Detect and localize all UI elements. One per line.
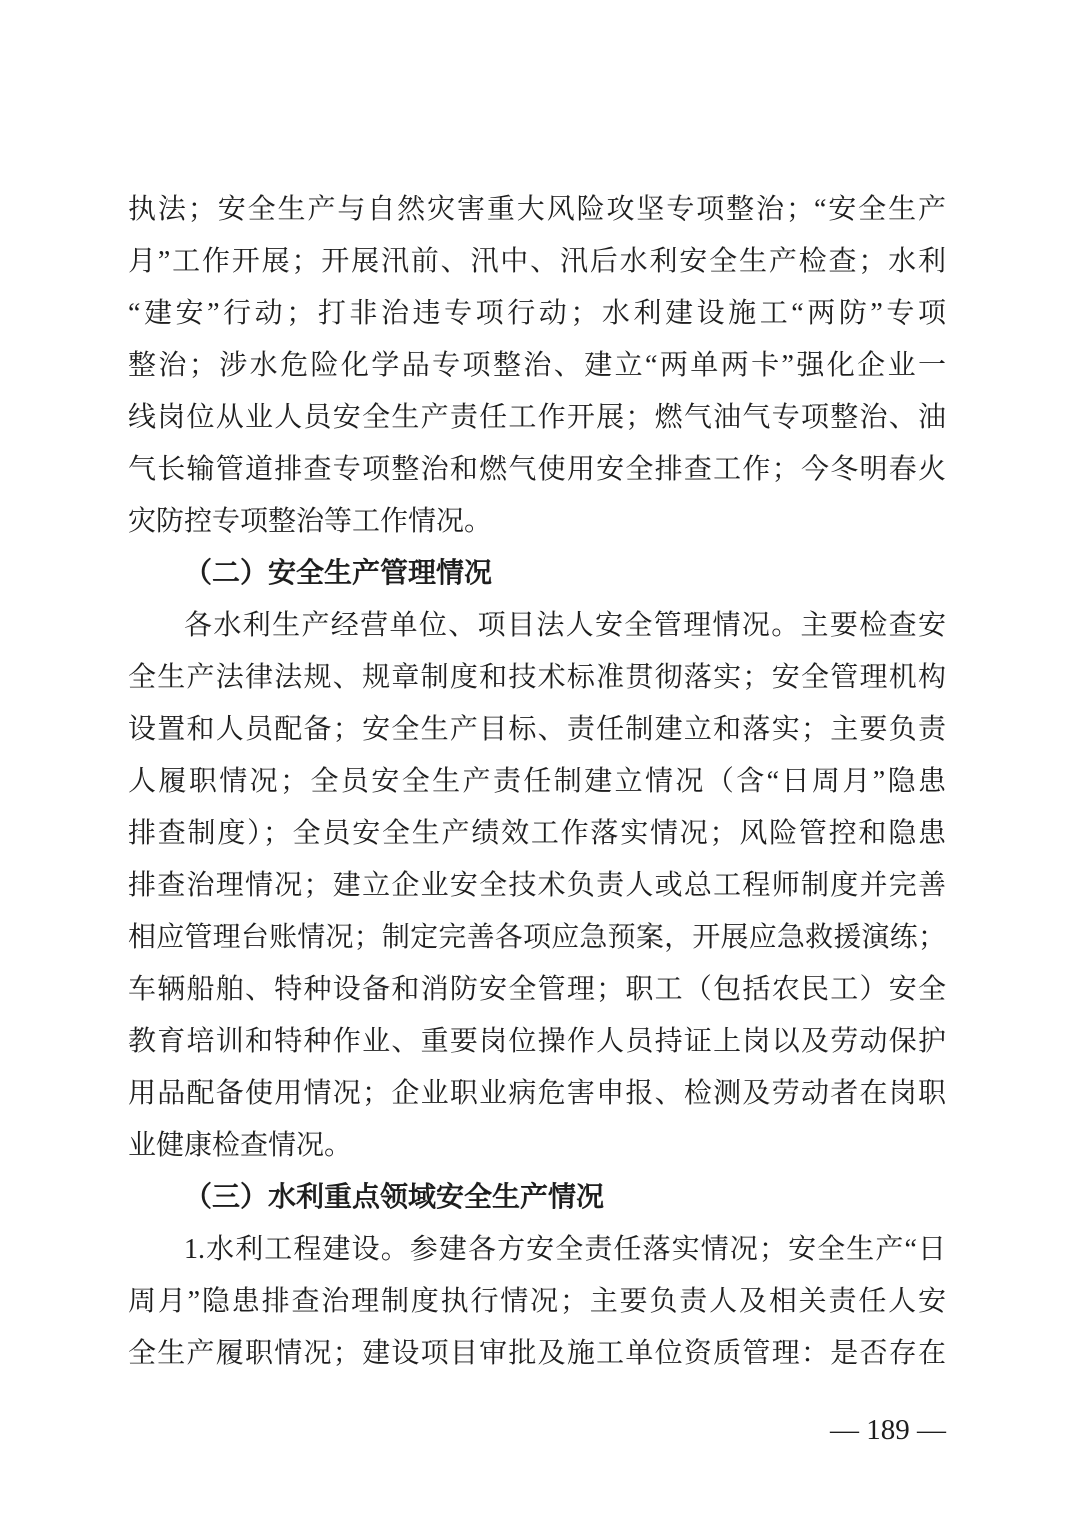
body-line: 整治；涉水危险化学品专项整治、建立“两单两卡”强化企业一 xyxy=(128,350,946,381)
body-line: 1.水利工程建设。参建各方安全责任落实情况；安全生产“日 xyxy=(184,1234,946,1265)
page-number: — 189 — xyxy=(830,1414,946,1446)
body-line: 排查制度）；全员安全生产绩效工作落实情况；风险管控和隐患 xyxy=(128,818,946,849)
body-line: 设置和人员配备；安全生产目标、责任制建立和落实；主要负责 xyxy=(128,714,946,745)
body-line: 各水利生产经营单位、项目法人安全管理情况。主要检查安 xyxy=(184,610,946,641)
body-line: 排查治理情况；建立企业安全技术负责人或总工程师制度并完善 xyxy=(128,870,946,901)
body-line: 业健康检查情况。 xyxy=(128,1130,353,1161)
section-heading: （二）安全生产管理情况 xyxy=(184,558,493,589)
body-line: 月”工作开展；开展汛前、汛中、汛后水利安全生产检查；水利 xyxy=(128,246,946,277)
body-line: “建安”行动；打非治违专项行动；水利建设施工“两防”专项 xyxy=(128,298,946,329)
section-2 xyxy=(128,548,946,1172)
body-line: 全生产法律法规、规章制度和技术标准贯彻落实；安全管理机构 xyxy=(128,662,946,693)
paragraph-continuation xyxy=(128,184,946,548)
document-body xyxy=(128,184,946,1380)
page-footer xyxy=(128,1412,946,1448)
body-line: 线岗位从业人员安全生产责任工作开展；燃气油气专项整治、油 xyxy=(128,402,946,433)
section-3 xyxy=(128,1172,946,1380)
body-line: 相应管理台账情况；制定完善各项应急预案，开展应急救援演练； xyxy=(128,922,946,953)
section-heading: （三）水利重点领域安全生产情况 xyxy=(184,1182,605,1213)
body-line: 气长输管道排查专项整治和燃气使用安全排查工作；今冬明春火 xyxy=(128,454,946,485)
body-line: 周月”隐患排查治理制度执行情况；主要负责人及相关责任人安 xyxy=(128,1286,946,1317)
body-line: 用品配备使用情况；企业职业病危害申报、检测及劳动者在岗职 xyxy=(128,1078,946,1109)
body-line: 全生产履职情况；建设项目审批及施工单位资质管理：是否存在 xyxy=(128,1338,946,1369)
body-line: 教育培训和特种作业、重要岗位操作人员持证上岗以及劳动保护 xyxy=(128,1026,946,1057)
body-line: 执法；安全生产与自然灾害重大风险攻坚专项整治；“安全生产 xyxy=(128,194,946,225)
body-line: 人履职情况；全员安全生产责任制建立情况（含“日周月”隐患 xyxy=(128,766,946,797)
body-line: 灾防控专项整治等工作情况。 xyxy=(128,506,493,537)
body-line: 车辆船舶、特种设备和消防安全管理；职工（包括农民工）安全 xyxy=(128,974,946,1005)
